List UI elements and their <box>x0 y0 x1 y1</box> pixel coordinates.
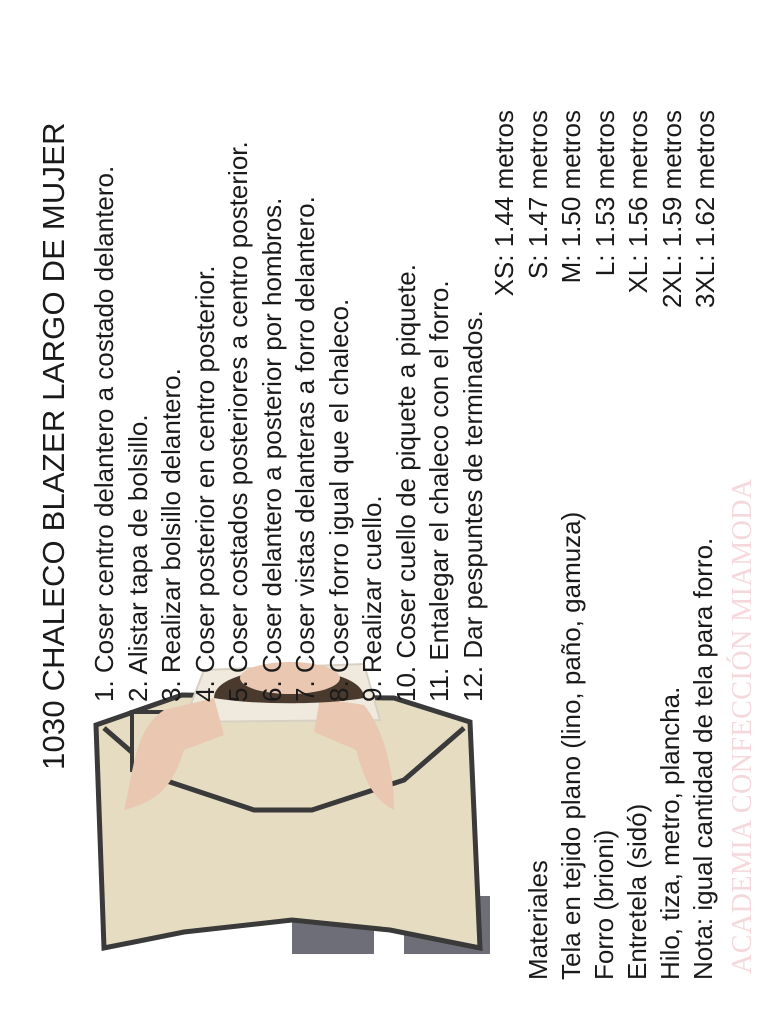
step-item: 2. Alistar tapa de bolsillo. <box>122 414 153 702</box>
size-fabric-list <box>488 110 723 530</box>
material-item: Tela en tejido plano (lino, paño, gamuza) <box>556 511 586 980</box>
material-item: Hilo, tiza, metro, plancha. <box>655 686 685 980</box>
materials-list <box>522 512 720 980</box>
step-item: 11. Entalegar el chaleco con el forro. <box>424 280 454 702</box>
step-item: 9. Realizar cuello. <box>357 495 387 702</box>
page-title: 1030 CHALECO BLAZER LARGO DE MUJER <box>36 122 71 770</box>
step-item: 3. Realizar bolsillo delantero. <box>156 368 186 702</box>
size-item: XL: 1.56 metros <box>623 110 653 294</box>
step-item: 1. Coser centro delantero a costado delantero. <box>89 165 119 702</box>
material-note: Nota: igual cantidad de tela para forro. <box>688 537 718 980</box>
material-item: Forro (brioni) <box>589 829 619 980</box>
step-item: 12. Dar pespuntes de terminados. <box>457 310 488 702</box>
materials-heading: Materiales <box>523 860 553 980</box>
material-item: Entretela (sidó) <box>622 803 652 980</box>
step-item: 4. Coser posterior en centro posterior. <box>189 265 220 702</box>
size-item: 3XL: 1.62 metros <box>690 110 720 308</box>
size-item: S: 1.47 metros <box>522 110 553 280</box>
model-photo <box>64 660 502 960</box>
step-item: 6. Coser delantero a posterior por hombros. <box>256 197 287 702</box>
size-item: M: 1.50 metros <box>556 110 586 284</box>
step-item: 5. Coser costados posteriores a centro posterior. <box>223 141 253 702</box>
step-item: 10. Coser cuello de piquete a piquete. <box>390 264 421 702</box>
step-item: 7. Coser vistas delanteras a forro delantero. <box>290 196 320 702</box>
instructions-list <box>88 141 490 702</box>
size-item: L: 1.53 metros <box>589 110 620 277</box>
step-item: 8. Coser forro igual que el chaleco. <box>323 298 354 702</box>
size-item: XS: 1.44 metros <box>489 110 519 297</box>
watermark: ACADEMIA CONFECCIÓN MIAMODA <box>727 478 758 974</box>
size-item: 2XL: 1.59 metros <box>656 110 687 308</box>
